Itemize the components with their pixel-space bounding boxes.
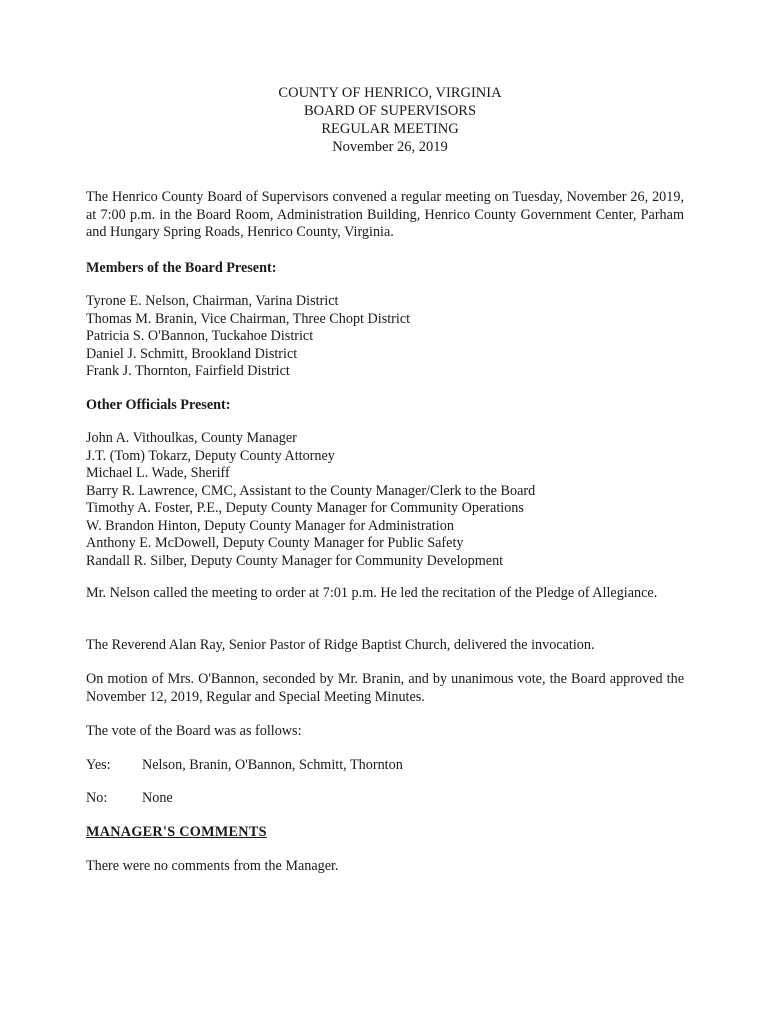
vote-no-row: [86, 790, 684, 808]
official-item: Barry R. Lawrence, CMC, Assistant to the County Manager/Clerk to the Board: [86, 482, 536, 499]
member-item: Thomas M. Branin, Vice Chairman, Three Chopt District: [86, 310, 411, 327]
vote-yes-row: [86, 757, 684, 775]
intro-paragraph: The Henrico County Board of Supervisors convened a regular meeting on Tuesday, November 26, 2019, at 7:00 p.m. in the Board Room, Administration Building, Henrico County Government Center, Parham and Hungary Spring Roads, Henrico County, Virginia.: [86, 189, 684, 240]
managers-comments-heading: MANAGER'S COMMENTS: [86, 824, 267, 840]
members-list: [86, 293, 684, 381]
header-meeting-type: REGULAR MEETING: [321, 121, 459, 137]
official-item: Timothy A. Foster, P.E., Deputy County Manager for Community Operations: [86, 500, 524, 516]
header-county: COUNTY OF HENRICO, VIRGINIA: [278, 85, 502, 101]
official-item: Michael L. Wade, Sheriff: [86, 465, 230, 481]
motion-paragraph: On motion of Mrs. O'Bannon, seconded by Mr. Branin, and by unanimous vote, the Board approved the November 12, 2019, Regular and Special Meeting Minutes.: [86, 671, 684, 705]
official-item: J.T. (Tom) Tokarz, Deputy County Attorney: [86, 447, 335, 464]
official-item: Randall R. Silber, Deputy County Manager for Community Development: [86, 552, 504, 569]
invocation-paragraph: The Reverend Alan Ray, Senior Pastor of Ridge Baptist Church, delivered the invocation.: [86, 637, 595, 653]
header-board: BOARD OF SUPERVISORS: [303, 103, 477, 119]
managers-comments-text: There were no comments from the Manager.: [86, 858, 339, 874]
member-item: Frank J. Thornton, Fairfield District: [86, 363, 290, 379]
member-item: Daniel J. Schmitt, Brookland District: [86, 345, 298, 362]
member-item: Patricia S. O'Bannon, Tuckahoe District: [86, 328, 314, 344]
document-header: [0, 84, 770, 156]
header-date: November 26, 2019: [332, 139, 448, 155]
vote-no-label: No:: [86, 790, 108, 806]
vote-yes-label: Yes:: [86, 757, 111, 773]
official-item: John A. Vithoulkas, County Manager: [86, 430, 297, 446]
members-heading: Members of the Board Present:: [86, 260, 277, 276]
call-to-order-paragraph: Mr. Nelson called the meeting to order at 7:01 p.m. He led the recitation of the Pledge of Allegiance.: [86, 585, 658, 601]
official-item: Anthony E. McDowell, Deputy County Manager for Public Safety: [86, 535, 464, 551]
vote-intro: The vote of the Board was as follows:: [86, 723, 302, 739]
vote-yes-value: Nelson, Branin, O'Bannon, Schmitt, Thornton: [142, 757, 403, 773]
officials-heading: Other Officials Present:: [86, 397, 231, 413]
member-item: Tyrone E. Nelson, Chairman, Varina District: [86, 293, 339, 309]
officials-list: [86, 430, 684, 570]
official-item: W. Brandon Hinton, Deputy County Manager for Administration: [86, 517, 454, 534]
vote-no-value: None: [142, 790, 173, 806]
